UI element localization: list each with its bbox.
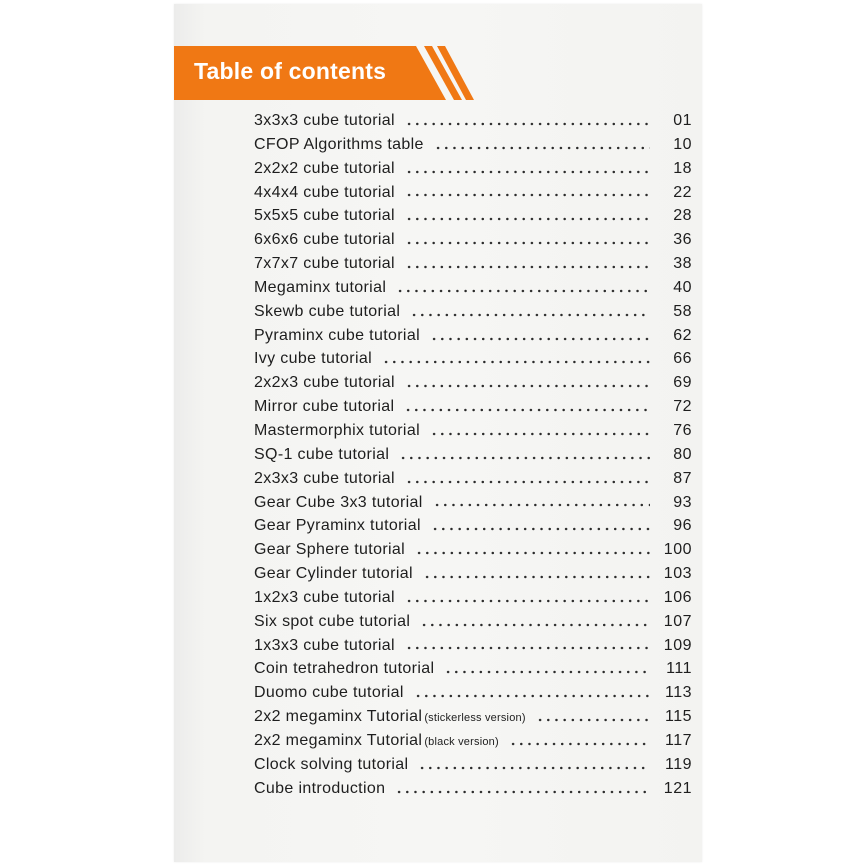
toc-entry-title [254, 160, 395, 178]
toc-entry-title [254, 398, 394, 416]
toc-entry-page-number: 18 [673, 159, 692, 177]
toc-dot-leader [414, 694, 650, 698]
toc-entry-title-text: 1x2x3 cube tutorial [254, 588, 395, 606]
toc-entry-page-number: 113 [664, 684, 692, 702]
toc-entry-title-text: Skewb cube tutorial [254, 302, 401, 320]
toc-entry-page-number: 62 [673, 326, 692, 344]
toc-dot-leader [433, 503, 650, 507]
toc-entry[interactable] [254, 327, 692, 351]
toc-entry[interactable] [254, 112, 692, 136]
toc-entry-page-number: 76 [673, 421, 692, 439]
toc-entry[interactable] [254, 374, 692, 398]
toc-entry-title-text: Six spot cube tutorial [254, 612, 411, 630]
toc-entry-title-text: CFOP Algorithms table [254, 135, 424, 153]
toc-entry-title [254, 637, 395, 655]
toc-entry-page-number: 121 [663, 779, 692, 797]
toc-entry[interactable] [254, 446, 692, 470]
toc-dot-leader [405, 265, 650, 269]
toc-entry[interactable] [254, 732, 692, 756]
toc-dot-leader [396, 289, 650, 293]
toc-dot-leader [430, 337, 650, 341]
toc-entry-page-number: 100 [663, 541, 692, 559]
toc-entry-page-number: 01 [673, 112, 692, 129]
toc-entry-title [254, 112, 395, 130]
toc-entry-title-text: Gear Cube 3x3 tutorial [254, 493, 423, 511]
toc-entry[interactable] [254, 136, 692, 160]
toc-entry-title [254, 231, 395, 249]
toc-dot-leader [418, 766, 650, 770]
toc-entry-title-text: Gear Sphere tutorial [254, 541, 406, 559]
toc-dot-leader [410, 313, 650, 317]
toc-entry-title-text: 3x3x3 cube tutorial [254, 112, 395, 129]
toc-entry-title [254, 708, 526, 726]
toc-entry[interactable] [254, 637, 692, 661]
toc-entry-note: (stickerless version) [424, 712, 526, 725]
toc-entry-title [254, 780, 385, 798]
toc-dot-leader [404, 408, 650, 412]
toc-entry-title [254, 613, 410, 631]
toc-entry-title-text: 2x2 megaminx Tutorial [254, 708, 423, 726]
toc-entry[interactable] [254, 541, 692, 565]
toc-entry-title [254, 207, 395, 225]
toc-entry-title [254, 279, 386, 297]
toc-entry-title [254, 494, 423, 512]
toc-dot-leader [405, 217, 650, 221]
toc-entry[interactable] [254, 255, 692, 279]
toc-heading-banner [174, 46, 474, 100]
toc-entry-page-number: 36 [673, 231, 692, 249]
toc-dot-leader [430, 432, 650, 436]
toc-entry-page-number: 111 [666, 660, 692, 678]
toc-entry[interactable] [254, 303, 692, 327]
booklet-page [174, 4, 702, 862]
toc-entry[interactable] [254, 589, 692, 613]
toc-entry-title-text: Clock solving tutorial [254, 755, 409, 773]
toc-dot-leader [399, 456, 650, 460]
toc-dot-leader [405, 193, 650, 197]
toc-entry-page-number: 109 [663, 636, 692, 654]
toc-entry[interactable] [254, 470, 692, 494]
toc-entry-title-text: 2x3x3 cube tutorial [254, 469, 395, 487]
toc-entry-title [254, 422, 420, 440]
toc-entry[interactable] [254, 517, 692, 541]
toc-entry-page-number: 38 [673, 255, 692, 273]
toc-entry-title-text: 6x6x6 cube tutorial [254, 231, 395, 249]
toc-dot-leader [405, 241, 650, 245]
toc-entry-title-text: Duomo cube tutorial [254, 684, 404, 702]
toc-entry-title [254, 660, 434, 678]
toc-entry-page-number: 69 [673, 374, 692, 392]
toc-entry-page-number: 72 [673, 398, 692, 416]
toc-entry-title [254, 565, 413, 583]
toc-entry-title-text: Ivy cube tutorial [254, 350, 373, 368]
toc-entry-title-text: Cube introduction [254, 779, 386, 797]
toc-entry-page-number: 22 [673, 183, 692, 201]
toc-entry-title [254, 589, 395, 607]
toc-entry-title [254, 470, 395, 488]
toc-entry-page-number: 58 [673, 302, 692, 320]
toc-entry-title [254, 184, 395, 202]
toc-dot-leader [405, 646, 650, 650]
toc-entry-page-number: 87 [673, 469, 692, 487]
toc-entry-title-text: Megaminx tutorial [254, 278, 387, 296]
toc-entry[interactable] [254, 279, 692, 303]
toc-entry-page-number: 96 [673, 517, 692, 535]
toc-entry[interactable] [254, 494, 692, 518]
toc-entry-page-number: 119 [664, 755, 692, 773]
toc-entry[interactable] [254, 565, 692, 589]
toc-entry-title [254, 517, 421, 535]
toc-entry-page-number: 40 [673, 278, 692, 296]
toc-dot-leader [420, 623, 650, 627]
toc-entry[interactable] [254, 398, 692, 422]
toc-entry-page-number: 107 [663, 612, 692, 630]
toc-dot-leader [395, 790, 650, 794]
toc-dot-leader [415, 551, 650, 555]
toc-entry[interactable] [254, 231, 692, 255]
toc-dot-leader [423, 575, 650, 579]
toc-entry-title-text: 4x4x4 cube tutorial [254, 183, 395, 201]
toc-entry-title-text: Coin tetrahedron tutorial [254, 660, 435, 678]
toc-entry-title [254, 255, 395, 273]
toc-entry-page-number: 106 [663, 588, 692, 606]
toc-dot-leader [434, 146, 650, 150]
toc-entry[interactable] [254, 780, 692, 804]
toc-entry[interactable] [254, 660, 692, 684]
toc-entry-title-text: SQ-1 cube tutorial [254, 445, 390, 463]
page-title: Table of contents [194, 58, 387, 84]
toc-entry[interactable] [254, 350, 692, 374]
toc-entry[interactable] [254, 207, 692, 231]
toc-dot-leader [405, 599, 650, 603]
toc-dot-leader [509, 742, 650, 746]
toc-dot-leader [405, 122, 650, 126]
toc-dot-leader [444, 670, 650, 674]
toc-entry-title-text: 2x2 megaminx Tutorial [254, 731, 423, 749]
toc-entry[interactable] [254, 756, 692, 780]
toc-entry-title [254, 446, 389, 464]
toc-entry-title-text: Mirror cube tutorial [254, 398, 395, 416]
toc-entry-title [254, 732, 499, 750]
toc-entry[interactable] [254, 708, 692, 732]
toc-entry-title-text: 7x7x7 cube tutorial [254, 255, 395, 273]
toc-entry-page-number: 80 [673, 445, 692, 463]
toc-entry-title-text: Gear Pyraminx tutorial [254, 517, 421, 535]
toc-entry-page-number: 66 [673, 350, 692, 368]
toc-entry-title [254, 136, 424, 154]
toc-entry[interactable] [254, 160, 692, 184]
toc-entry[interactable] [254, 684, 692, 708]
toc-entry-title [254, 374, 395, 392]
toc-entry-title-text: 5x5x5 cube tutorial [254, 207, 395, 225]
toc-entry-title-text: 2x2x3 cube tutorial [254, 374, 395, 392]
toc-dot-leader [405, 384, 650, 388]
toc-entry-title [254, 541, 405, 559]
toc-entry[interactable] [254, 613, 692, 637]
toc-entry-title-text: Gear Cylinder tutorial [254, 565, 413, 583]
toc-entry-page-number: 10 [673, 135, 692, 153]
toc-entry-title [254, 756, 408, 774]
toc-dot-leader [382, 360, 650, 364]
toc-entry-title [254, 350, 372, 368]
toc-entry-title [254, 303, 400, 321]
toc-dot-leader [405, 480, 650, 484]
toc-dot-leader [536, 718, 650, 722]
toc-entry-title-text: Mastermorphix tutorial [254, 421, 420, 439]
toc-entry-note: (black version) [424, 735, 499, 748]
toc-entry-title-text: 1x3x3 cube tutorial [254, 636, 395, 654]
toc-entry-title-text: 2x2x2 cube tutorial [254, 159, 395, 177]
toc-entry[interactable] [254, 184, 692, 208]
toc-entry-title [254, 327, 420, 345]
toc-entry[interactable] [254, 422, 692, 446]
toc-dot-leader [431, 527, 650, 531]
toc-entry-page-number: 103 [663, 565, 692, 583]
toc-entry-title [254, 684, 404, 702]
toc-entry-title-text: Pyraminx cube tutorial [254, 326, 420, 344]
toc-entry-page-number: 117 [664, 731, 692, 749]
toc-entry-page-number: 28 [673, 207, 692, 225]
toc-entry-page-number: 93 [673, 493, 692, 511]
toc-list [254, 112, 692, 803]
toc-dot-leader [405, 170, 650, 174]
toc-entry-page-number: 115 [664, 708, 692, 726]
